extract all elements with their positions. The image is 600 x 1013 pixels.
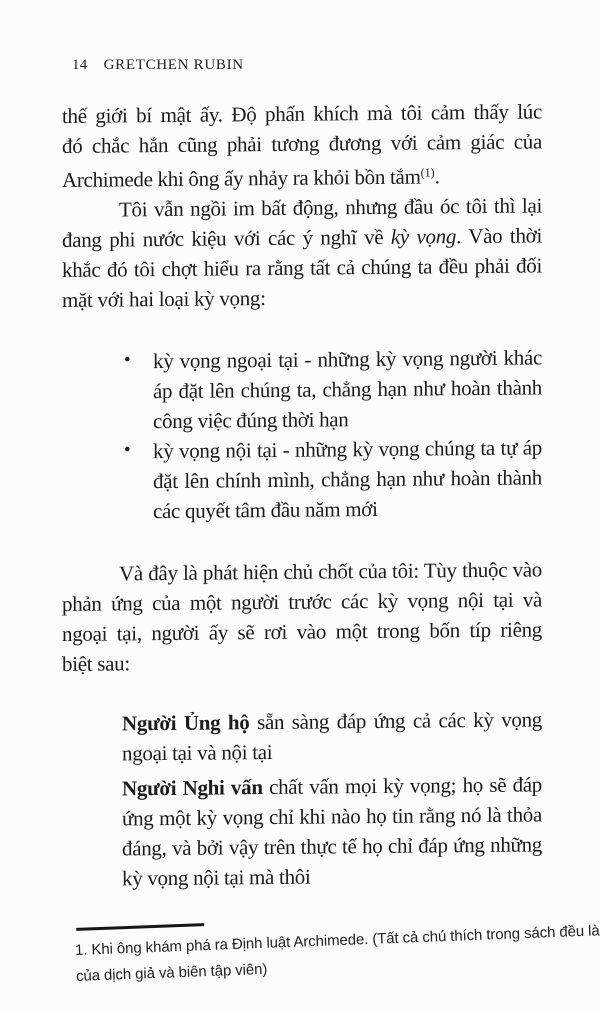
line-text: chất vấn mọi kỳ vọng; họ sẽ đáp — [262, 772, 543, 800]
paragraph-line: khắc đó tôi chợt hiểu ra rằng tất cả chúng ta đều phải đối — [62, 253, 542, 282]
paragraph-line: ứng một kỳ vọng chỉ khi nào họ tin rằng nó là thỏa — [122, 802, 542, 831]
tendency-name: Người Ủng hộ — [122, 710, 250, 736]
paragraph-line: Tôi vẫn ngồi im bất động, nhưng đầu óc tôi thì lại — [119, 193, 542, 222]
paragraph-line: thế giới bí mật ấy. Độ phấn khích mà tôi cảm thấy lúc — [62, 99, 542, 128]
page-number: 14 — [72, 57, 88, 73]
bullet-line: công việc đúng thời hạn — [153, 407, 349, 434]
line-text: Archimede khi ông ấy nhảy ra khỏi bồn tắm — [62, 164, 421, 192]
paragraph-line: ngoại tại, người ấy sẽ rơi vào một trong bốn típ riêng — [62, 617, 542, 646]
bullet-line: kỳ vọng nội tại - những kỳ vọng chúng ta tự áp — [153, 435, 542, 464]
tendency-upholder — [122, 704, 542, 768]
italic-phrase: kỳ vọng — [390, 224, 457, 249]
tendency-name: Người Nghi vấn — [122, 775, 263, 801]
running-head — [72, 57, 244, 74]
paragraph-1 — [62, 96, 542, 195]
bullet-line: áp đặt lên chúng ta, chẳng hạn như hoàn thành — [153, 375, 542, 404]
bullet-line: đặt lên chính mình, chẳng hạn như hoàn thành — [153, 465, 542, 494]
line-text: đang phi nước kiệu với các ý nghĩ về — [62, 224, 391, 252]
paragraph-2 — [62, 190, 542, 315]
paragraph-line: mặt với hai loại kỳ vọng: — [62, 286, 266, 312]
paragraph-line: phản ứng của một người trước các kỳ vọng nội tại và — [62, 587, 542, 616]
paragraph-line: đáng, và bởi vậy trên thực tế họ chỉ đáp ứng những — [122, 832, 542, 861]
paragraph-line: biệt sau: — [62, 651, 130, 676]
bullet-item — [124, 342, 542, 436]
paragraph-line — [122, 704, 542, 738]
paragraph-line — [62, 220, 542, 255]
footnote-line: 1. Khi ông khám phá ra Định luật Archimede. (Tất cả chú thích trong sách đều là — [74, 922, 600, 959]
footnote-line: của dịch giả và biên tập viên) — [75, 960, 268, 985]
bullet-item — [124, 432, 542, 526]
line-text: . — [434, 164, 440, 189]
paragraph-line — [62, 156, 542, 195]
bullet-line: kỳ vọng ngoại tại - những kỳ vọng người khác — [153, 345, 542, 374]
paragraph-line: đó chắc hẳn cũng phải tương đương với cảm giác của — [62, 129, 542, 158]
running-title: GRETCHEN RUBIN — [103, 57, 244, 73]
paragraph-3 — [62, 554, 542, 679]
bullet-line: các quyết tâm đầu năm mới — [153, 496, 378, 524]
tendency-questioner — [122, 769, 542, 893]
bullet-marker-icon: • — [124, 349, 131, 371]
footnote-marker: (1) — [420, 165, 435, 180]
paragraph-line: ngoại tại và nội tại — [122, 739, 273, 766]
footnote-divider — [76, 923, 204, 931]
bullet-list — [62, 342, 542, 527]
line-text: . Vào thời — [456, 223, 542, 249]
line-text: sẵn sàng đáp ứng cả các kỳ vọng — [249, 707, 542, 735]
paragraph-line: Và đây là phát hiện chủ chốt của tôi: Tùy thuộc vào — [119, 557, 542, 586]
paragraph-line: kỳ vọng nội tại mà thôi — [122, 864, 311, 891]
paragraph-line — [122, 769, 542, 803]
footnote — [74, 903, 600, 990]
body-text — [62, 96, 542, 894]
bullet-marker-icon: • — [124, 439, 131, 461]
